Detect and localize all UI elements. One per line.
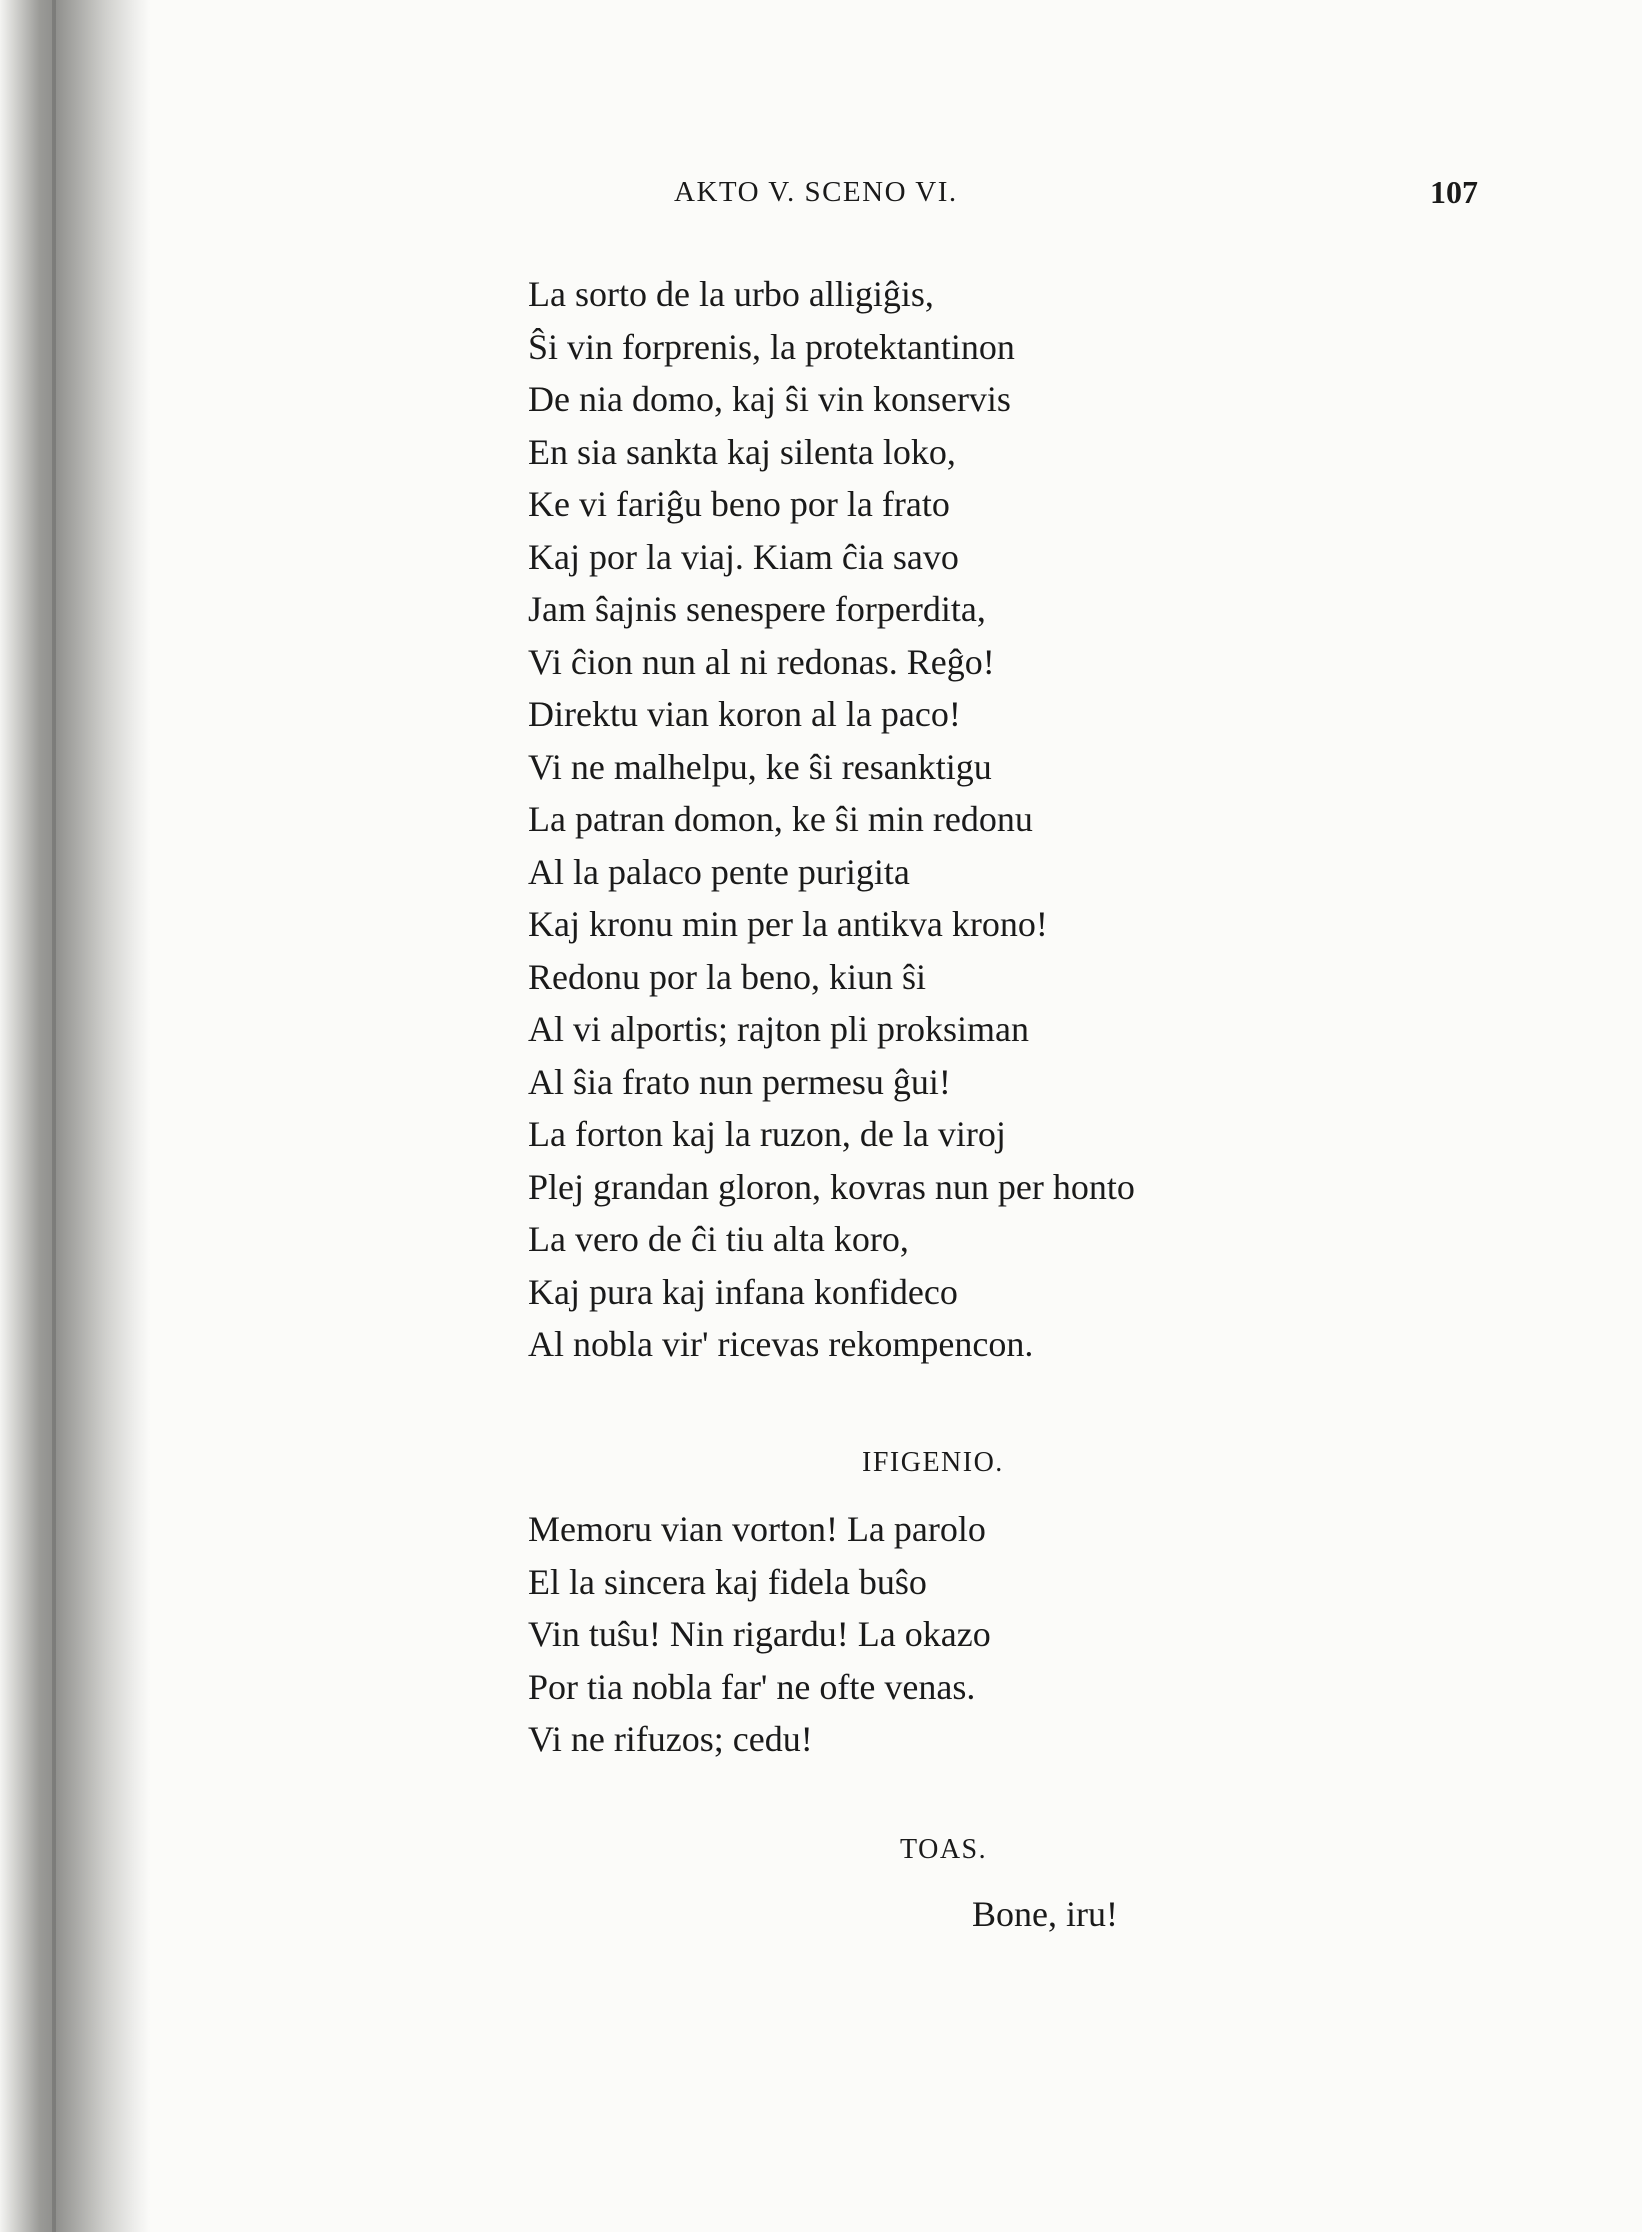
verse-block-ifigenio [528,1503,991,1766]
verse-line: Vi ne malhelpu, ke ŝi resanktigu [528,746,992,787]
verse-line: Ke vi fariĝu beno por la frato [528,484,950,524]
verse-line: Kaj por la viaj. Kiam ĉia savo [528,536,959,577]
verse-line: De nia domo, kaj ŝi vin konservis [528,379,1011,419]
verse-line: Plej grandan gloron, kovras nun per honto [528,1166,1135,1207]
verse-line: Ŝi vin forprenis, la protektantinon [528,326,1015,367]
verse-line: Al vi alportis; rajton pli proksiman [528,1009,1029,1049]
binding-shadow [0,0,150,2232]
verse-line: Por tia nobla far' ne ofte venas. [528,1666,976,1707]
verse-line: Direktu vian koron al la paco! [528,694,961,734]
verse-line: La patran domon, ke ŝi min redonu [528,799,1033,839]
binding-edge [52,0,56,2232]
verse-line: La forton kaj la ruzon, de la viroj [528,1114,1006,1154]
verse-line: Vi ne rifuzos; cedu! [528,1719,813,1759]
verse-line-toas: Bone, iru! [972,1894,1118,1934]
verse-line: Al ŝia frato nun permesu ĝui! [528,1061,951,1102]
verse-line: Redonu por la beno, kiun ŝi [528,956,926,997]
running-head: AKTO V. SCENO VI. [674,176,958,208]
speaker-ifigenio: IFIGENIO. [862,1447,1004,1478]
verse-line: En sia sankta kaj silenta loko, [528,431,956,472]
verse-line: Vin tuŝu! Nin rigardu! La okazo [528,1614,991,1654]
verse-line: Memoru vian vorton! La parolo [528,1509,986,1549]
verse-line: Kaj pura kaj infana konfideco [528,1271,958,1312]
page-number: 107 [1430,174,1478,210]
verse-line: La vero de ĉi tiu alta koro, [528,1219,909,1259]
speaker-toas: TOAS. [900,1834,988,1865]
verse-line: La sorto de la urbo alligiĝis, [528,274,934,314]
verse-line: Al nobla vir' ricevas rekompencon. [528,1324,1034,1364]
verse-line: Kaj kronu min per la antikva krono! [528,904,1048,944]
verse-line: Vi ĉion nun al ni redonas. Reĝo! [528,641,995,682]
verse-line: Jam ŝajnis senespere forperdita, [528,589,986,629]
verse-line: El la sincera kaj fidela buŝo [528,1561,927,1602]
verse-line: Al la palaco pente purigita [528,851,910,892]
verse-block-main [528,268,1135,1371]
